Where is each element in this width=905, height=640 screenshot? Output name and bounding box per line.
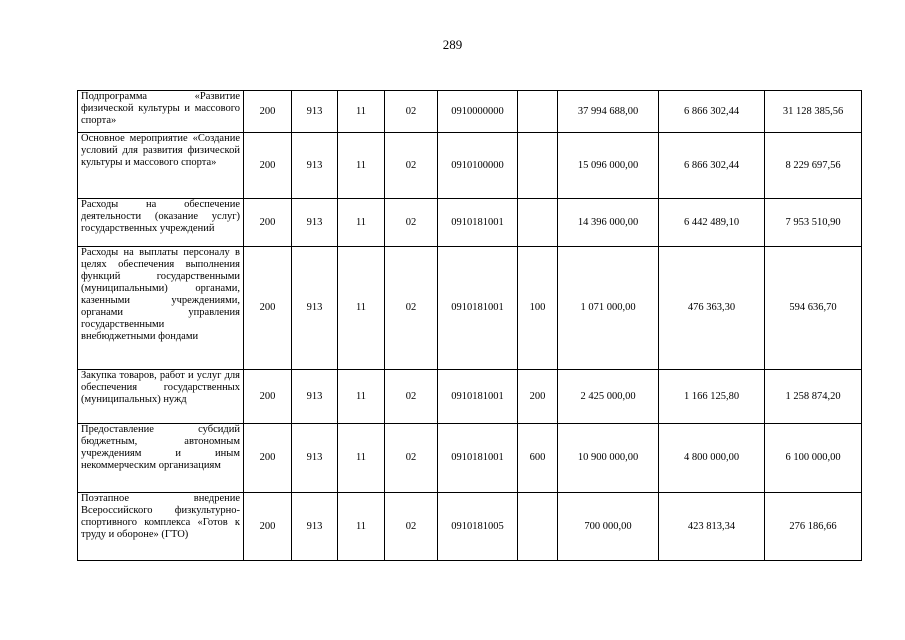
- code-cell: 200: [244, 424, 292, 493]
- amount-1-cell: 14 396 000,00: [558, 199, 659, 247]
- table-row: [78, 91, 862, 133]
- amount-1-cell: 1 071 000,00: [558, 247, 659, 370]
- section-cell: 11: [338, 493, 385, 561]
- expense-type-cell: 600: [518, 424, 558, 493]
- expense-name: Подпрограмма «Развитие физической культуры и массового спорта»: [78, 91, 244, 133]
- ministry-cell: 913: [292, 133, 338, 199]
- table-row: [78, 247, 862, 370]
- subsection-cell: 02: [385, 133, 438, 199]
- expense-name: Закупка товаров, работ и услуг для обеспечения государственных (муниципальных) нужд: [78, 370, 244, 424]
- amount-2-cell: 4 800 000,00: [659, 424, 765, 493]
- code-cell: 200: [244, 91, 292, 133]
- target-cell: 0910181001: [438, 424, 518, 493]
- expense-name: Поэтапное внедрение Всероссийского физкультурно-спортивного комплекса «Готов к труду и обороне» (ГТО): [78, 493, 244, 561]
- code-cell: 200: [244, 199, 292, 247]
- amount-3-cell: 8 229 697,56: [765, 133, 862, 199]
- table-row: [78, 199, 862, 247]
- expense-name: Предоставление субсидий бюджетным, автономным учреждениям и иным некоммерческим организациям: [78, 424, 244, 493]
- expense-type-cell: [518, 493, 558, 561]
- ministry-cell: 913: [292, 493, 338, 561]
- table-row: [78, 493, 862, 561]
- amount-1-cell: 15 096 000,00: [558, 133, 659, 199]
- amount-3-cell: 594 636,70: [765, 247, 862, 370]
- amount-2-cell: 423 813,34: [659, 493, 765, 561]
- code-cell: 200: [244, 370, 292, 424]
- expense-type-cell: 200: [518, 370, 558, 424]
- ministry-cell: 913: [292, 370, 338, 424]
- code-cell: 200: [244, 493, 292, 561]
- code-cell: 200: [244, 133, 292, 199]
- section-cell: 11: [338, 133, 385, 199]
- amount-2-cell: 6 866 302,44: [659, 133, 765, 199]
- amount-2-cell: 6 442 489,10: [659, 199, 765, 247]
- amount-1-cell: 37 994 688,00: [558, 91, 659, 133]
- section-cell: 11: [338, 247, 385, 370]
- target-cell: 0910181001: [438, 370, 518, 424]
- subsection-cell: 02: [385, 199, 438, 247]
- subsection-cell: 02: [385, 370, 438, 424]
- budget-table: [77, 90, 862, 561]
- table-row: [78, 370, 862, 424]
- amount-3-cell: 31 128 385,56: [765, 91, 862, 133]
- target-cell: 0910000000: [438, 91, 518, 133]
- table-row: [78, 133, 862, 199]
- expense-name: Расходы на выплаты персоналу в целях обеспечения выполнения функций государственными (муниципальными) органами, казенными учреждениями, органами управления государственными внебюджетными фондами: [78, 247, 244, 370]
- section-cell: 11: [338, 199, 385, 247]
- amount-3-cell: 1 258 874,20: [765, 370, 862, 424]
- amount-3-cell: 6 100 000,00: [765, 424, 862, 493]
- amount-3-cell: 276 186,66: [765, 493, 862, 561]
- code-cell: 200: [244, 247, 292, 370]
- ministry-cell: 913: [292, 199, 338, 247]
- target-cell: 0910100000: [438, 133, 518, 199]
- subsection-cell: 02: [385, 424, 438, 493]
- amount-1-cell: 700 000,00: [558, 493, 659, 561]
- ministry-cell: 913: [292, 91, 338, 133]
- expense-type-cell: 100: [518, 247, 558, 370]
- amount-1-cell: 2 425 000,00: [558, 370, 659, 424]
- subsection-cell: 02: [385, 91, 438, 133]
- expense-type-cell: [518, 91, 558, 133]
- section-cell: 11: [338, 91, 385, 133]
- page-number: 289: [442, 37, 463, 52]
- target-cell: 0910181005: [438, 493, 518, 561]
- target-cell: 0910181001: [438, 199, 518, 247]
- expense-type-cell: [518, 133, 558, 199]
- table-row: [78, 424, 862, 493]
- amount-2-cell: 6 866 302,44: [659, 91, 765, 133]
- amount-2-cell: 1 166 125,80: [659, 370, 765, 424]
- amount-2-cell: 476 363,30: [659, 247, 765, 370]
- amount-1-cell: 10 900 000,00: [558, 424, 659, 493]
- expense-name: Основное мероприятие «Создание условий для развития физической культуры и массового спорта»: [78, 133, 244, 199]
- expense-name: Расходы на обеспечение деятельности (оказание услуг) государственных учреждений: [78, 199, 244, 247]
- section-cell: 11: [338, 424, 385, 493]
- target-cell: 0910181001: [438, 247, 518, 370]
- expense-type-cell: [518, 199, 558, 247]
- ministry-cell: 913: [292, 424, 338, 493]
- subsection-cell: 02: [385, 493, 438, 561]
- ministry-cell: 913: [292, 247, 338, 370]
- section-cell: 11: [338, 370, 385, 424]
- amount-3-cell: 7 953 510,90: [765, 199, 862, 247]
- subsection-cell: 02: [385, 247, 438, 370]
